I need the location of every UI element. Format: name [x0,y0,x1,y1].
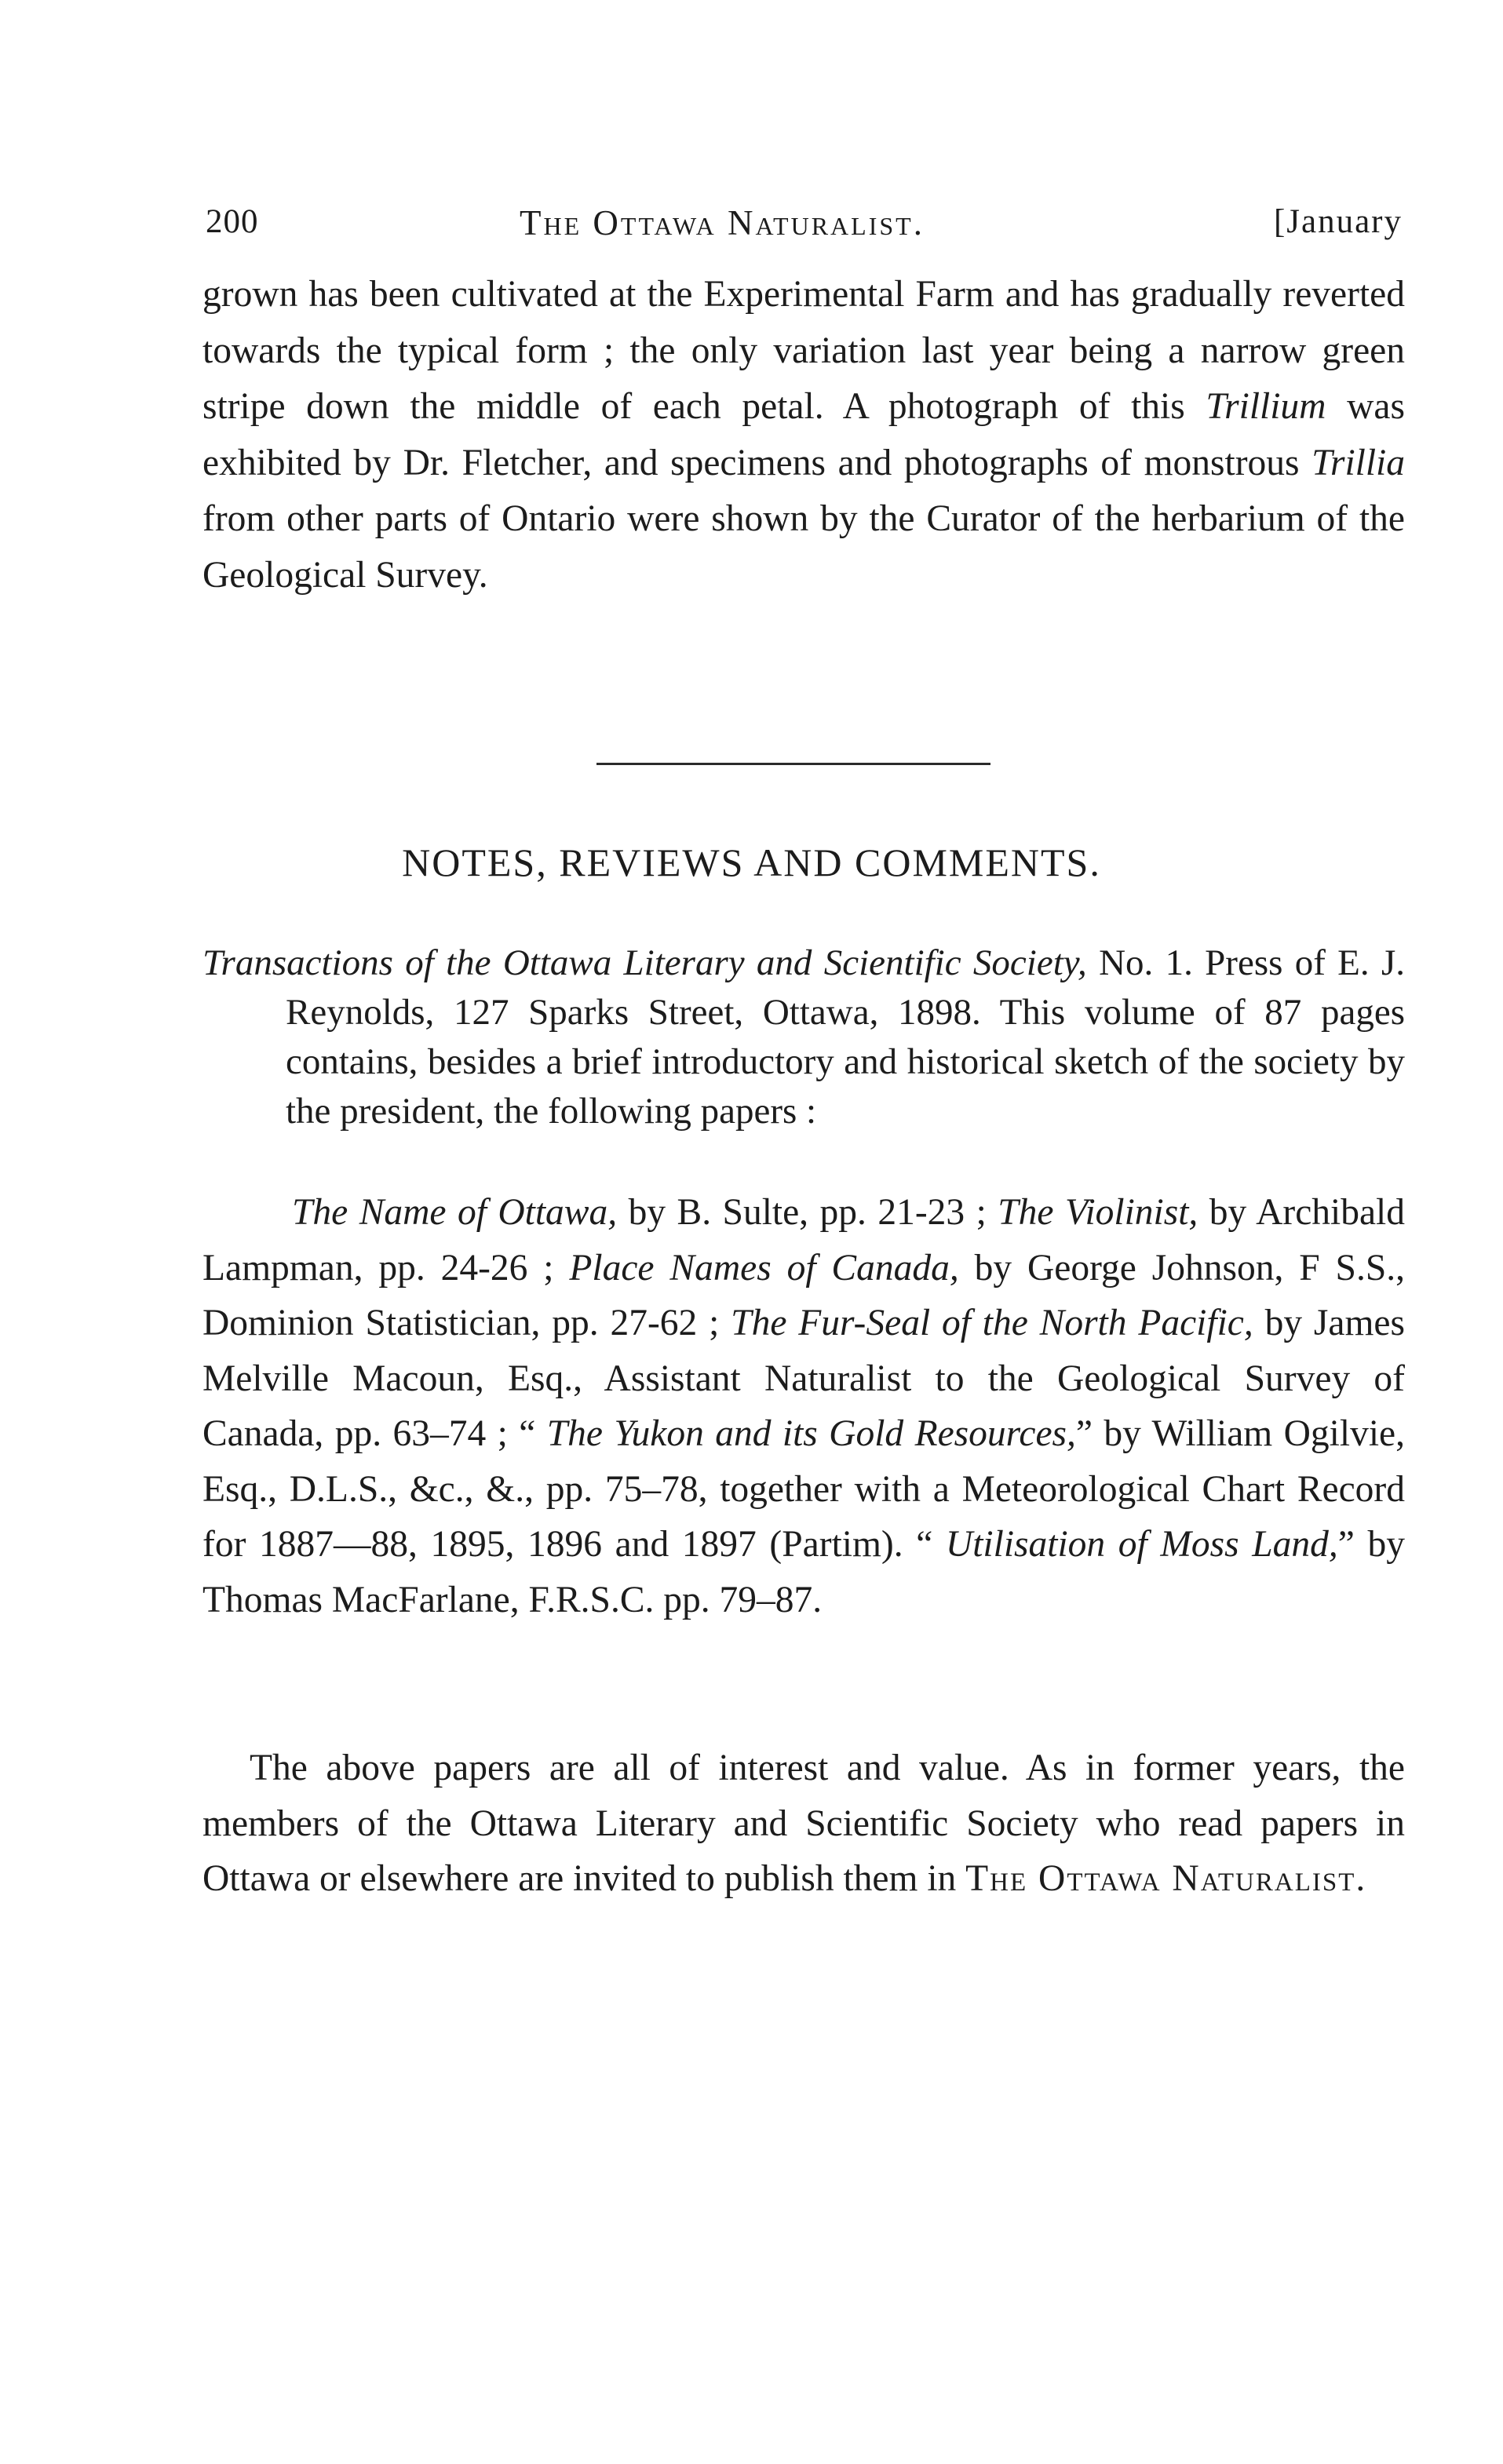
paper-details-6: ” by Thomas MacFarlane, F.R.S.C. pp. 79–87. [202,1524,1405,1620]
paper-title-6: Utilisation of Moss Land, [945,1524,1338,1565]
closing-paragraph [202,1740,1405,1907]
citation-details: No. 1. Press of E. J. Reynolds, 127 Sparks Street, Ottawa, 1898. This volume of 87 pages contains, besides a brief introductory and historical sketch of the society by the president, the following papers : [286,942,1405,1132]
intro-text-3: from other parts of Ontario were shown by the Curator of the herbarium of the Geological Survey. [202,498,1405,596]
intro-text-2: was exhibited by Dr. Fletcher, and specimens and photographs of monstrous [202,386,1405,483]
intro-italic-trillium: Trillium [1206,386,1326,427]
intro-italic-trillia: Trillia [1311,442,1405,483]
page-number: 200 [206,203,259,240]
intro-paragraph [202,267,1405,603]
section-divider [596,763,990,765]
paper-details-4: by James Melville Macoun, Esq., Assistant Naturalist to the Geological Survey of Canada, pp. 63–74 ; “ [202,1303,1405,1454]
paper-details-3: by George Johnson, F S.S., Dominion Statistician, pp. 27-62 ; [202,1247,1406,1343]
running-header [206,202,1403,250]
intro-text-1: grown has been cultivated at the Experimental Farm and has gradually reverted towards the typical form ; the only variation last year being a narrow green stripe down the middle of each petal. A photograph of this [202,274,1405,427]
journal-name: The Ottawa Naturalist. [965,1858,1367,1899]
paper-title-4: The Fur-Seal of the North Pacific, [731,1303,1253,1343]
paper-title-1: The Name of Ottawa, [292,1192,618,1233]
papers-list-paragraph [202,1185,1405,1627]
paper-title-5: The Yukon and its Gold Resources, [546,1413,1076,1454]
paper-details-2: by Archibald Lampman, pp. 24-26 ; [202,1192,1406,1288]
review-citation [202,939,1405,1136]
running-title: The Ottawa Naturalist. [520,203,925,242]
paper-title-2: The Violinist, [998,1192,1198,1233]
citation-title: Transactions of the Ottawa Literary and Scientific Society, [202,942,1087,983]
paper-title-3: Place Names of Canada, [569,1247,959,1288]
paper-details-5: ” by William Ogilvie, Esq., D.L.S., &c., &., pp. 75–78, together with a Meteorological Chart Record for 1887—88, 1895, 1896 and 1897 (Partim). “ [202,1413,1405,1565]
issue-month: [January [1273,203,1403,240]
closing-text: The above papers are all of interest and value. As in former years, the members of the Ottawa Literary and Scientific Society who read papers in Ottawa or elsewhere are invited to publish them in [202,1748,1405,1899]
section-heading: NOTES, REVIEWS AND COMMENTS. [402,840,1101,884]
paper-details-1: by B. Sulte, pp. 21-23 ; [617,1192,998,1233]
